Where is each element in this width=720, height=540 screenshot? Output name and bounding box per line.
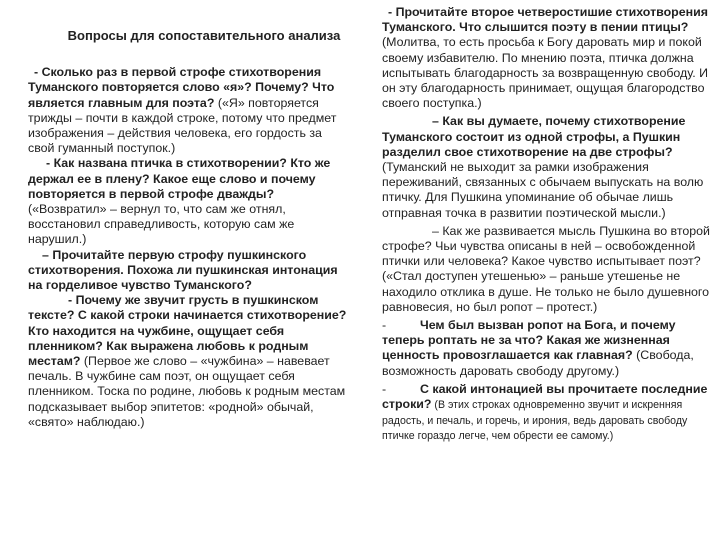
question-2-text: - Как названа птичка в стихотворении? Кто же держал ее в плену? Какое еще слово и почему повторяется в первой строфе дважды? <box>28 156 331 201</box>
answer-8-text: (Свобода, возможность даровать свободу другому.) <box>382 348 694 378</box>
left-column <box>28 0 350 430</box>
question-6-text: – Как вы думаете, почему стихотворение Туманского состоит из одной строфы, а Пушкин разделил свое стихотворение на две строфы? <box>382 114 686 159</box>
answer-4-text: (Первое же слово – «чужбина» – навевает печаль. В чужбине сам поэт, он ощущает себя пленником. Тоска по родине, любовь к родным местам подсказывает выбор эпитетов: «родной» обычай, «свято» наблюдаю.) <box>28 354 346 429</box>
answer-6-text: (Туманский не выходит за рамки изображения переживаний, связанных с обычаем выпускать на волю птичку. Для Пушкина упоминание об обычае лишь отправная точка в развитии поэтической мысли.) <box>382 160 704 220</box>
answer-1-text: («Я» повторяется трижды – почти в каждой строке, потому что предмет изображения – действия человека, его гордость за свой гуманный поступок.) <box>28 95 337 156</box>
right-column <box>382 0 712 447</box>
question-2 <box>28 156 350 247</box>
question-4-text: - Почему же звучит грусть в пушкинском тексте? С какой строки начинается стихотворение? Кто находится на чужбине, ощущает себя пленником? Как выражена любовь к родным местам? <box>28 293 347 369</box>
question-9 <box>382 382 712 444</box>
question-6 <box>382 114 712 220</box>
question-9-text: С какой интонацией вы прочитаете последние строки? <box>382 381 708 412</box>
question-8 <box>382 318 712 379</box>
question-5 <box>382 5 712 111</box>
question-7-text: – Как же развивается мысль Пушкина во второй строфе? Чьи чувства описаны в ней – освобожденной птички или человека? Какое чувство испытывает поэт? («Стал доступен утешенью» – раньше утешенье не находило отклика в душе. Не только не было душевного равновесия, но был ропот – протест.) <box>382 223 710 314</box>
question-1 <box>28 65 350 156</box>
question-7 <box>382 224 712 315</box>
answer-5-text: (Молитва, то есть просьба к Богу даровать мир и покой своему избавителю. По мнению поэта, птичка должна испытывать благодарность за возвращенную свободу. И он эту благодарность принимает, ощущая благородство своего поступка.) <box>382 35 709 111</box>
question-3-text: – Прочитайте первую строфу пушкинского стихотворения. Похожа ли пушкинская интонация на горделивое чувство Туманского? <box>28 247 338 293</box>
question-9-dash: - <box>382 381 387 396</box>
question-3 <box>28 248 350 294</box>
question-8-dash: - <box>382 318 387 333</box>
question-4 <box>28 293 350 430</box>
question-8-text: Чем был вызван ропот на Бога, и почему теперь роптать не за что? Какая же жизненная ценность провозглашается как главная? <box>382 318 676 363</box>
question-5-text: - Прочитайте второе четверостишие стихотворения Туманского. Что слышится поэту в пении птицы? <box>382 5 708 35</box>
answer-2-text: («Возвратил» – вернул то, что сам же отнял, восстановил справедливость, которую сам же нарушил.) <box>28 202 295 247</box>
section-heading: Вопросы для сопоставительного анализа <box>67 28 341 43</box>
question-1-text: - Сколько раз в первой строфе стихотворения Туманского повторяется слово «я»? Почему? Что является главным для поэта? <box>28 65 335 110</box>
answer-9-text: (В этих строках одновременно звучит и искренняя радость, и печаль, и горечь, и ирония, ведь даровать свободу птичке гораздо легче, чем обрести ее самому.) <box>382 399 688 443</box>
